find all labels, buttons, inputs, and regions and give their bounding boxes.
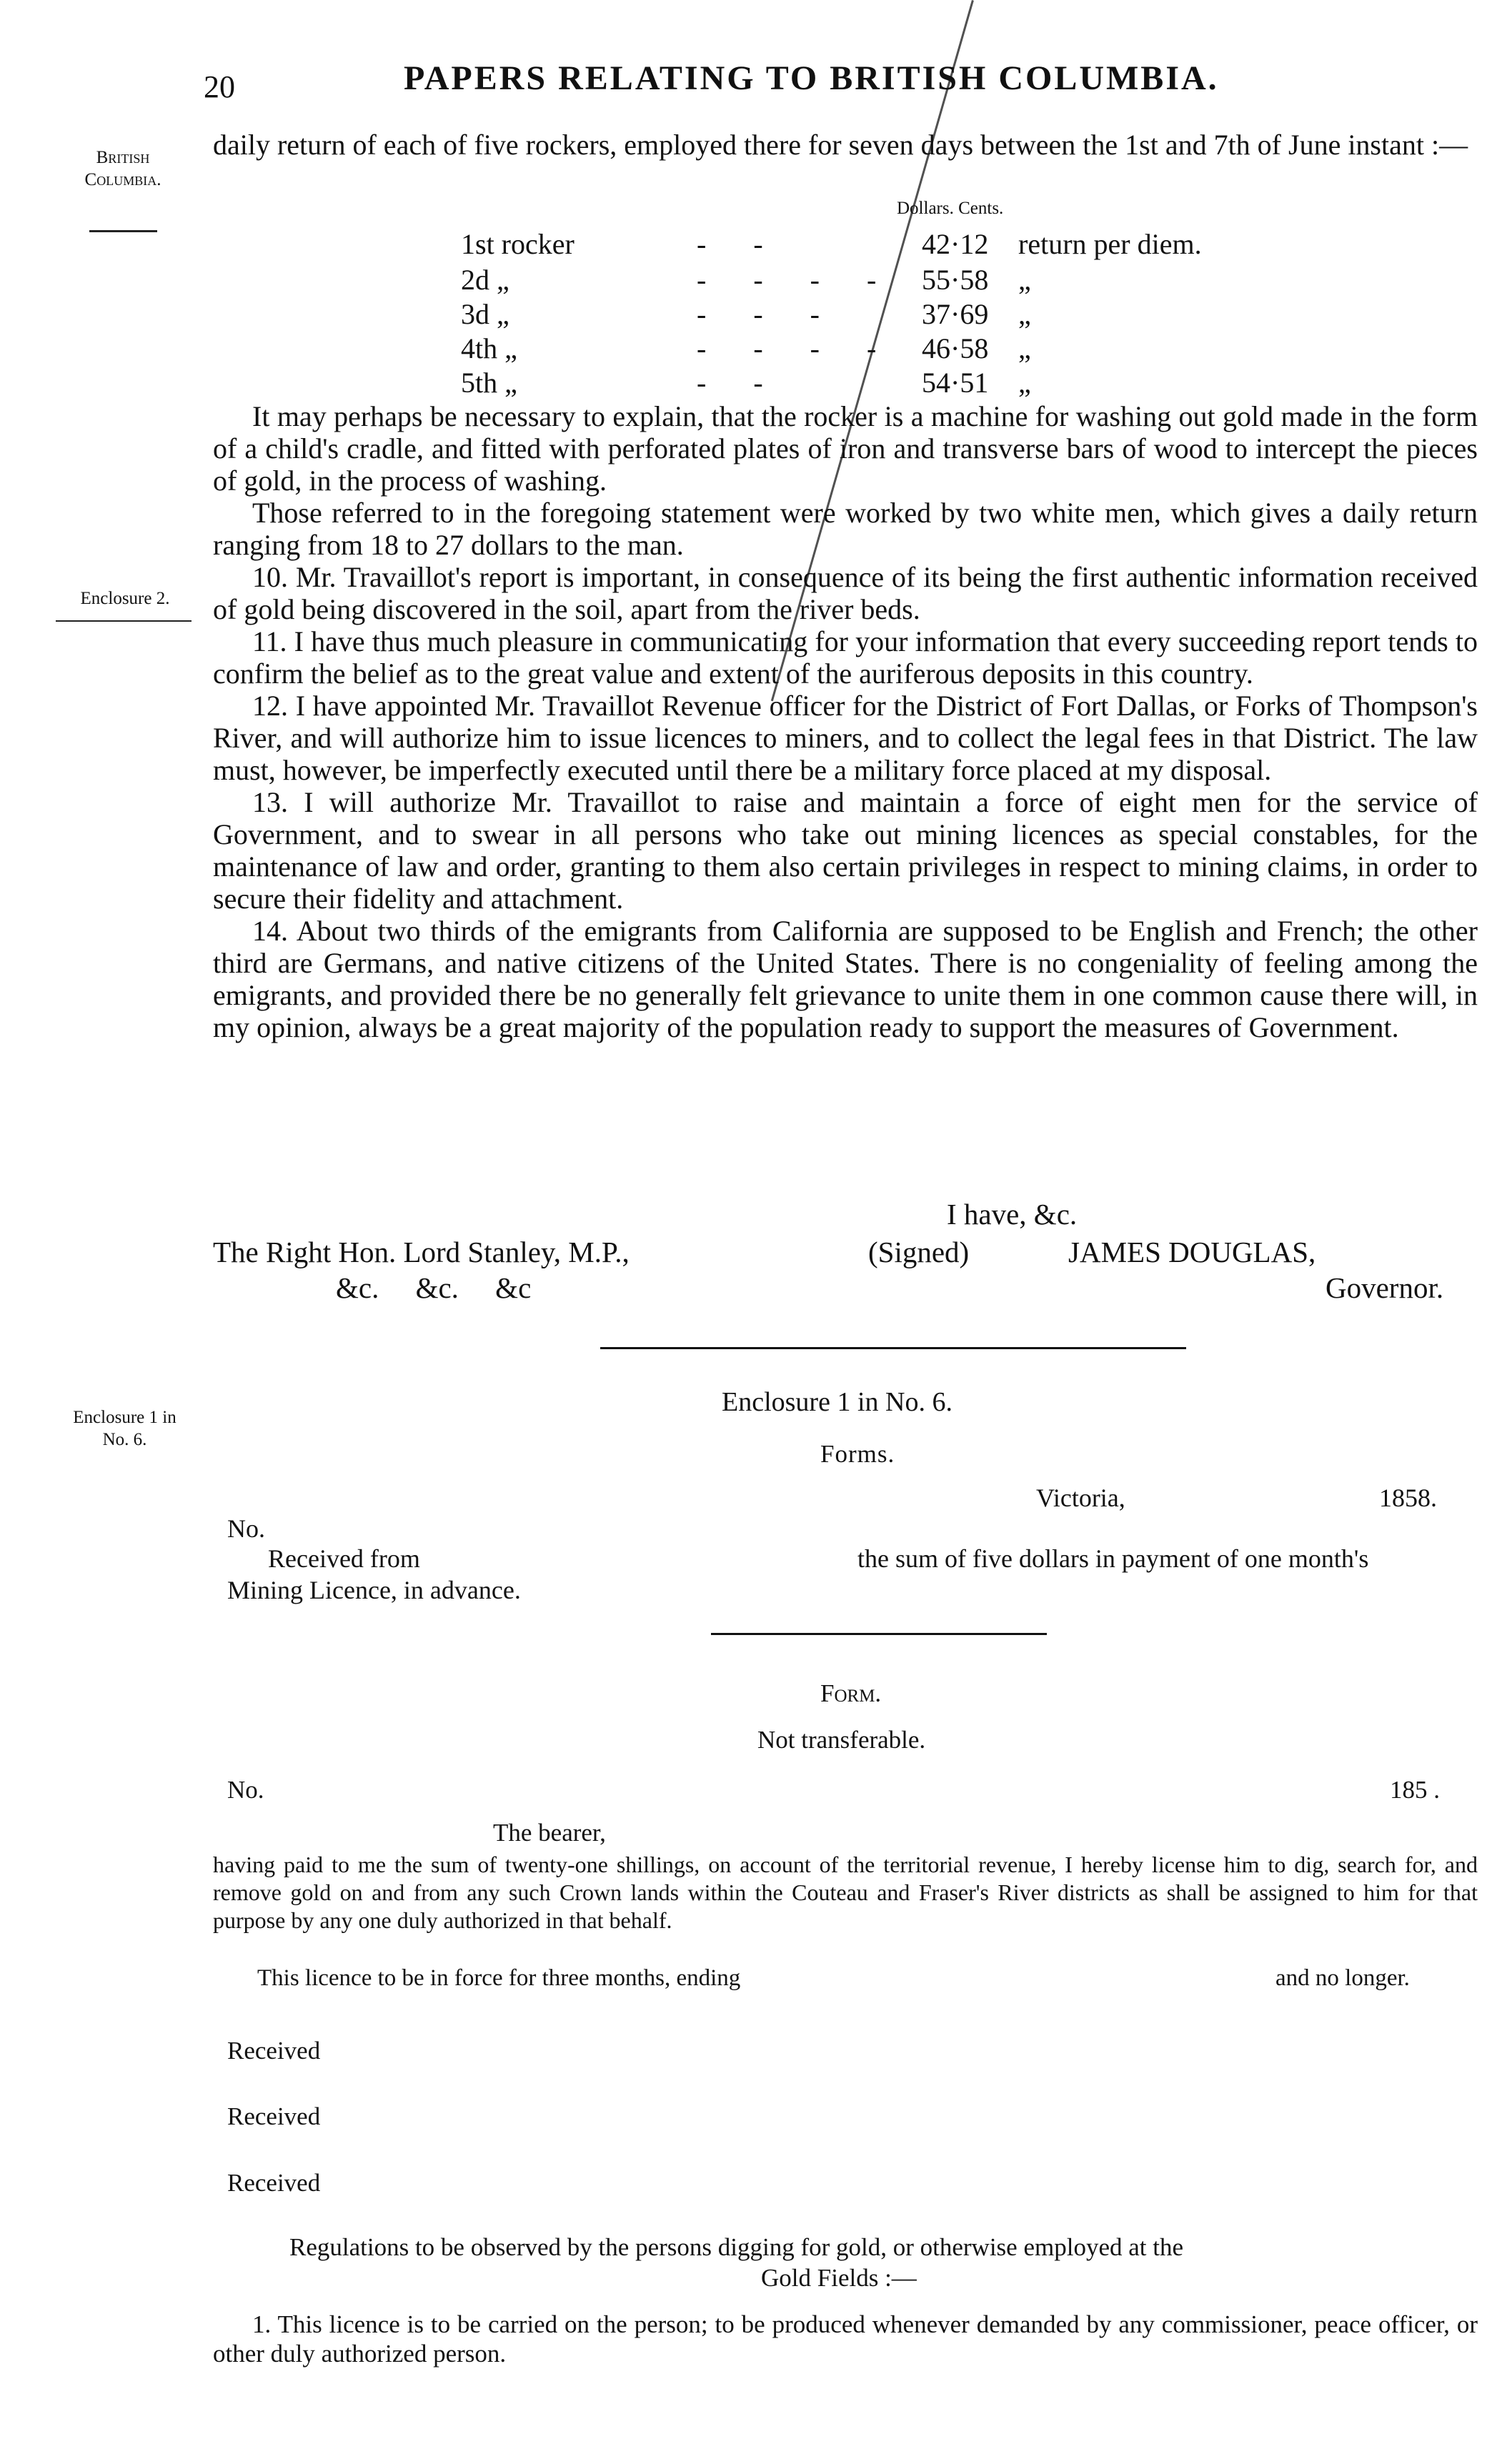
addressee: The Right Hon. Lord Stanley, M.P., [213, 1236, 630, 1268]
margin-rule [56, 620, 192, 622]
regulations-heading-2: Gold Fields :— [761, 2264, 917, 2292]
margin-note-line: British [96, 148, 150, 167]
licence-force-text: This licence to be in force for three months, ending [257, 1965, 741, 1991]
rocker-row [461, 366, 1283, 402]
mining-licence-text: Mining Licence, in advance. [227, 1576, 521, 1604]
enclosure-title: Enclosure 1 in No. 6. [722, 1387, 953, 1417]
leader-dashes: - - - - [697, 264, 897, 296]
rocker-label: 4th „ [461, 332, 517, 364]
leader-dashes: - - [697, 228, 783, 260]
margin-note-enclosure-2: Enclosure 2. [80, 589, 170, 608]
regulation-item [213, 2310, 1478, 2368]
letter-body [213, 400, 1478, 1043]
rocker-value: 37·69 [922, 298, 989, 330]
rocker-value: 42·12 [922, 228, 989, 260]
form-no-label: No. [227, 1514, 265, 1543]
form-year: 1858. [1379, 1484, 1437, 1512]
leader-dashes: - - - [697, 298, 840, 330]
paragraph: 10. Mr. Travaillot's report is important, in consequence of its being the first authentic information received of gold being discovered in the soil, apart from the river beds. [213, 561, 1478, 625]
received-from-label: Received from [268, 1544, 420, 1573]
licence-paragraph: having paid to me the sum of twenty-one shillings, on account of the territorial revenue, I hereby license him to dig, search for, and remove gold on and from any such Crown lands within the Couteau and Fraser's River districts as shall be assigned to him for that purpose by any one duly authorized in that behalf. [213, 1852, 1478, 1933]
paragraph: 13. I will authorize Mr. Travaillot to raise and maintain a force of eight men for the service of Government, and to swear in all persons who take out mining licences as special constables, for the maintenance of law and order, granting to them also certain privileges in respect to mining claims, in order to secure their fidelity and attachment. [213, 786, 1478, 915]
bearer-text: The bearer, [493, 1819, 606, 1847]
margin-note-line: Columbia. [84, 170, 161, 189]
paragraph: 12. I have appointed Mr. Travaillot Revenue officer for the District of Fort Dallas, or Forks of Thompson's River, and will authorize him to issue licences to miners, and to collect the legal fees in that District. The law must, however, be imperfectly executed until there be a military force placed at my disposal. [213, 690, 1478, 786]
form2-year: 185 . [1390, 1776, 1440, 1804]
signed-label: (Signed) [868, 1236, 970, 1268]
rocker-row [461, 332, 1283, 367]
rocker-label: 1st rocker [461, 228, 575, 260]
sum-text: the sum of five dollars in payment of one month's [857, 1544, 1369, 1573]
rocker-value: 46·58 [922, 332, 989, 364]
form2-heading: Form. [820, 1679, 882, 1707]
licence-body [213, 1851, 1478, 1934]
margin-note-line: No. 6. [102, 1430, 147, 1449]
rocker-value: 55·58 [922, 264, 989, 296]
margin-note-enclosure-1 [66, 1406, 184, 1451]
page-title: PAPERS RELATING TO BRITISH COLUMBIA. [404, 59, 1219, 97]
rocker-suffix: return per diem. [1018, 228, 1202, 260]
rocker-suffix: „ [1018, 332, 1031, 364]
rocker-label: 2d „ [461, 264, 509, 296]
paragraph: 14. About two thirds of the emigrants from California are supposed to be English and French; the other third are Germans, and native citizens of the United States. There is no congeniality of feeling among the emigrants, and provided there be no generally felt grievance to unite them in one common cause there will, in my opinion, always be a great majority of the population ready to support the measures of Government. [213, 915, 1478, 1043]
form-place: Victoria, [1036, 1484, 1125, 1512]
received-line: Received [227, 2102, 321, 2130]
paragraph: Those referred to in the foregoing statement were worked by two white men, which gives a daily return ranging from 18 to 27 dollars to the man. [213, 497, 1478, 561]
units-label: Dollars. Cents. [897, 199, 1004, 218]
forms-heading: Forms. [820, 1440, 895, 1468]
margin-note-line: Enclosure 1 in [73, 1408, 176, 1427]
regulation-text: 1. This licence is to be carried on the person; to be produced whenever demanded by any commissioner, peace officer, or other duly authorized person. [213, 2310, 1478, 2368]
addressee-etc: &c. &c. &c [336, 1271, 532, 1304]
form-divider [711, 1633, 1047, 1635]
rocker-label: 3d „ [461, 298, 509, 330]
licence-force-end: and no longer. [1275, 1965, 1410, 1991]
received-line: Received [227, 2169, 321, 2197]
page-number: 20 [204, 69, 235, 104]
intro-paragraph: daily return of each of five rockers, employed there for seven days between the 1st and 7th of June instant :— [213, 129, 1468, 161]
rocker-row [461, 227, 1283, 263]
paragraph: 11. I have thus much pleasure in communicating for your information that every succeeding report tends to confirm the belief as to the great value and extent of the auriferous deposits in this country. [213, 625, 1478, 690]
margin-rule [89, 230, 157, 232]
rocker-row [461, 263, 1283, 299]
form2-no-label: No. [227, 1776, 264, 1804]
not-transferable: Not transferable. [757, 1726, 926, 1754]
signer-name: JAMES DOUGLAS, [1068, 1236, 1316, 1268]
rocker-suffix: „ [1018, 264, 1031, 296]
paragraph: It may perhaps be necessary to explain, that the rocker is a machine for washing out gold made in the form of a child's cradle, and fitted with perforated plates of iron and transverse bars of wood to intercept the pieces of gold, in the process of washing. [213, 400, 1478, 497]
received-line: Received [227, 2037, 321, 2065]
margin-note-british-columbia [51, 146, 194, 191]
rocker-suffix: „ [1018, 367, 1031, 399]
leader-dashes: - - - - [697, 332, 897, 364]
rocker-row [461, 297, 1283, 333]
rocker-value: 54·51 [922, 367, 989, 399]
closing-i-have: I have, &c. [947, 1198, 1078, 1231]
regulations-heading: Regulations to be observed by the persons digging for gold, or otherwise employed at the [289, 2233, 1183, 2261]
signer-title: Governor. [1326, 1271, 1444, 1304]
section-divider [600, 1347, 1186, 1349]
leader-dashes: - - [697, 367, 783, 399]
rocker-suffix: „ [1018, 298, 1031, 330]
rocker-label: 5th „ [461, 367, 517, 399]
